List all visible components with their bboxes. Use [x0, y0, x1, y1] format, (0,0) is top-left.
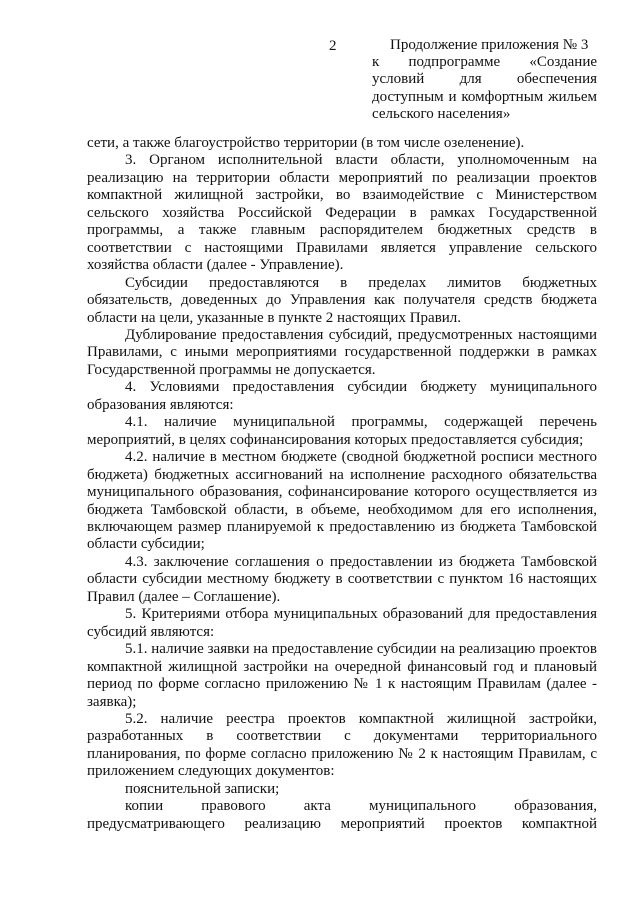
- paragraph: 5.2. наличие реестра проектов компактной жилищной застройки, разработанных в соответствии с документами территориального планирования, по форме согласно приложению № 2 к настоящим Правилам, с приложением следующих документов:: [87, 710, 597, 780]
- page-number: 2: [329, 38, 337, 54]
- paragraph: пояснительной записки;: [125, 780, 280, 797]
- appendix-header: [372, 37, 597, 123]
- paragraph: копии правового акта муниципального образования, предусматривающего реализацию мероприятий проектов компактной: [87, 798, 597, 832]
- paragraph: 4.2. наличие в местном бюджете (сводной бюджетной росписи местного бюджета) бюджетных ассигнований на исполнение расходного обязательства муниципального образования, софинансирование которого осуществляется из бюджета Тамбовской области, в объеме, необходимом для его исполнения, включающем размер планируемой к предоставлению из бюджета Тамбовской области субсидии;: [87, 449, 597, 553]
- paragraph: 5. Критериями отбора муниципальных образований для предоставления субсидий являются:: [87, 606, 597, 640]
- paragraph: 4. Условиями предоставления субсидии бюджету муниципального образования являются:: [87, 379, 597, 413]
- document-body: [87, 135, 597, 833]
- appendix-title-line: Продолжение приложения № 3: [390, 37, 589, 53]
- appendix-title-line: доступным и комфортным жильем: [372, 88, 597, 105]
- appendix-title-line: сельского населения»: [372, 105, 511, 122]
- paragraph: Дублирование предоставления субсидий, предусмотренных настоящими Правилами, с иными мероприятиями государственной поддержки в рамках Государственной программы не допускается.: [87, 326, 597, 378]
- paragraph: Субсидии предоставляются в пределах лимитов бюджетных обязательств, доведенных до Управления как получателя средств бюджета области на цели, указанные в пункте 2 настоящих Правил.: [87, 274, 597, 326]
- paragraph: 4.1. наличие муниципальной программы, содержащей перечень мероприятий, в целях софинансирования которых предоставляется субсидия;: [87, 414, 597, 448]
- appendix-title-line: условий для обеспечения: [372, 71, 597, 88]
- paragraph: 5.1. наличие заявки на предоставление субсидии на реализацию проектов компактной жилищной застройки на очередной финансовый год и плановый период по форме согласно приложению № 1 к настоящим Правилам (далее - заявка);: [87, 641, 597, 710]
- paragraph: 4.3. заключение соглашения о предоставлении из бюджета Тамбовской области субсидии местному бюджету в соответствии с пунктом 16 настоящих Правил (далее – Соглашение).: [87, 553, 597, 605]
- paragraph: сети, а также благоустройство территории (в том числе озеленение).: [87, 135, 525, 151]
- appendix-title-line: к подпрограмме «Создание: [372, 54, 597, 71]
- paragraph: 3. Органом исполнительной власти области, уполномоченным на реализацию на территории области мероприятий по реализации проектов компактной жилищной застройки, во взаимодействие с Министерством сельского хозяйства Российской Федерации в рамках Государственной программы, а также главным распорядителем бюджетных средств в соответствии с настоящими Правилами является управление сельского хозяйства области (далее - Управление).: [87, 152, 597, 274]
